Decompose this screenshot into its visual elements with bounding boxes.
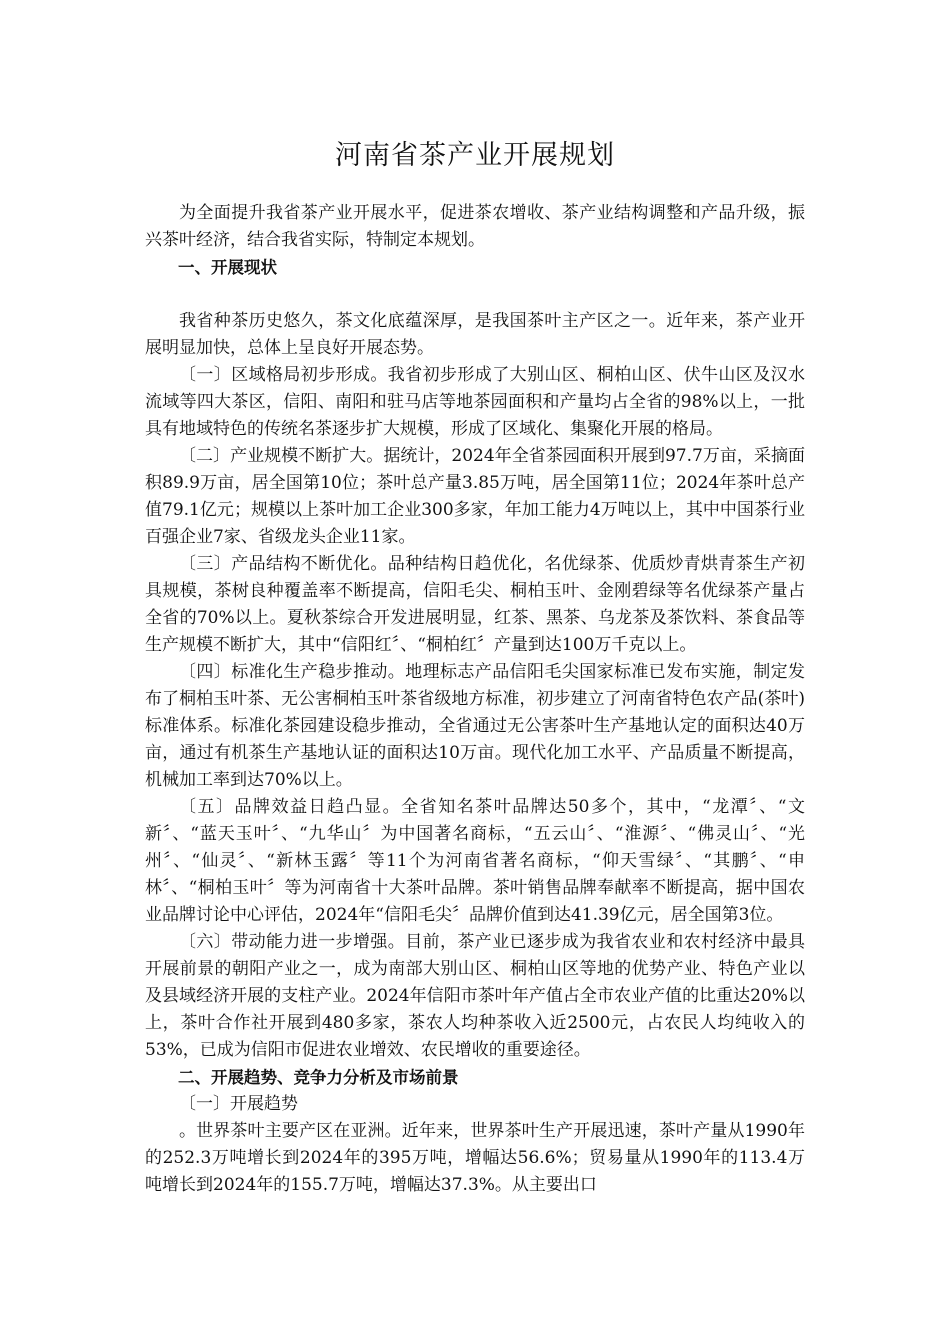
intro-paragraph: 为全面提升我省茶产业开展水平，促进茶农增收、茶产业结构调整和产品升级，振兴茶叶经济，结合我省实际，特制定本规划。 xyxy=(145,203,805,250)
section1-item-1: 〔一〕区域格局初步形成。我省初步形成了大别山区、桐柏山区、伏牛山区及汉水流域等四大茶区，信阳、南阳和驻马店等地茶园面积和产量均占全省的98%以上，一批具有地域特色的传统名茶逐步扩大规模，形成了区域化、集聚化开展的格局。 xyxy=(145,365,805,439)
blank-line xyxy=(145,281,805,308)
document-title: 河南省茶产业开展规划 xyxy=(335,140,615,171)
document-body xyxy=(145,200,805,1199)
section1-item-4: 〔四〕标准化生产稳步推动。地理标志产品信阳毛尖国家标准已发布实施，制定发布了桐柏玉叶茶、无公害桐柏玉叶茶省级地方标准，初步建立了河南省特色农产品(茶叶)标准体系。标准化茶园建设稳步推动，全省通过无公害茶叶生产基地认定的面积达40万亩，通过有机茶生产基地认证的面积达10万亩。现代化加工水平、产品质量不断提高，机械加工率到达70%以上。 xyxy=(145,662,805,790)
section-heading-1: 一、开展现状 xyxy=(178,258,277,277)
section2-paragraph: 。世界茶叶主要产区在亚洲。近年来，世界茶叶生产开展迅速，茶叶产量从1990年的252.3万吨增长到2024年的395万吨，增幅达56.6%；贸易量从1990年的113.4万吨增长到2024年的155.7万吨，增幅达37.3%。从主要出口 xyxy=(145,1121,805,1195)
section1-item-5: 〔五〕品牌效益日趋凸显。全省知名茶叶品牌达50多个，其中，“龙潭〞、“文新〞、“蓝天玉叶〞、“九华山〞为中国著名商标，“五云山〞、“淮源〞、“佛灵山〞、“光州〞、“仙灵〞、“新林玉露〞等11个为河南省著名商标，“仰天雪绿〞、“其鹏〞、“申林〞、“桐柏玉叶〞等为河南省十大茶叶品牌。茶叶销售品牌奉献率不断提高，据中国农业品牌讨论中心评估，2024年“信阳毛尖〞品牌价值到达41.39亿元，居全国第3位。 xyxy=(145,797,805,925)
section2-subheading: 〔一〕开展趋势 xyxy=(179,1094,298,1114)
section1-item-6: 〔六〕带动能力进一步增强。目前，茶产业已逐步成为我省农业和农村经济中最具开展前景的朝阳产业之一，成为南部大别山区、桐柏山区等地的优势产业、特色产业以及县域经济开展的支柱产业。2024年信阳市茶叶年产值占全市农业产值的比重达20%以上，茶叶合作社开展到480多家，茶农人均种茶收入近2500元，占农民人均纯收入的53%，已成为信阳市促进农业增效、农民增收的重要途径。 xyxy=(145,932,805,1060)
section1-item-2: 〔二〕产业规模不断扩大。据统计，2024年全省茶园面积开展到97.7万亩，采摘面积89.9万亩，居全国第10位；茶叶总产量3.85万吨，居全国第11位；2024年茶叶总产值79.1亿元；规模以上茶叶加工企业300多家，年加工能力4万吨以上，其中中国茶行业百强企业7家、省级龙头企业11家。 xyxy=(145,446,805,547)
section1-item-3: 〔三〕产品结构不断优化。品种结构日趋优化，名优绿茶、优质炒青烘青茶生产初具规模，茶树良种覆盖率不断提高，信阳毛尖、桐柏玉叶、金刚碧绿等名优绿茶产量占全省的70%以上。夏秋茶综合开发进展明显，红茶、黑茶、乌龙茶及茶饮料、茶食品等生产规模不断扩大，其中“信阳红〞、“桐柏红〞产量到达100万千克以上。 xyxy=(145,554,805,655)
section-heading-2: 二、开展趋势、竞争力分析及市场前景 xyxy=(178,1068,459,1087)
section1-lead-paragraph: 我省种茶历史悠久，茶文化底蕴深厚，是我国茶叶主产区之一。近年来，茶产业开展明显加快，总体上呈良好开展态势。 xyxy=(145,311,805,358)
